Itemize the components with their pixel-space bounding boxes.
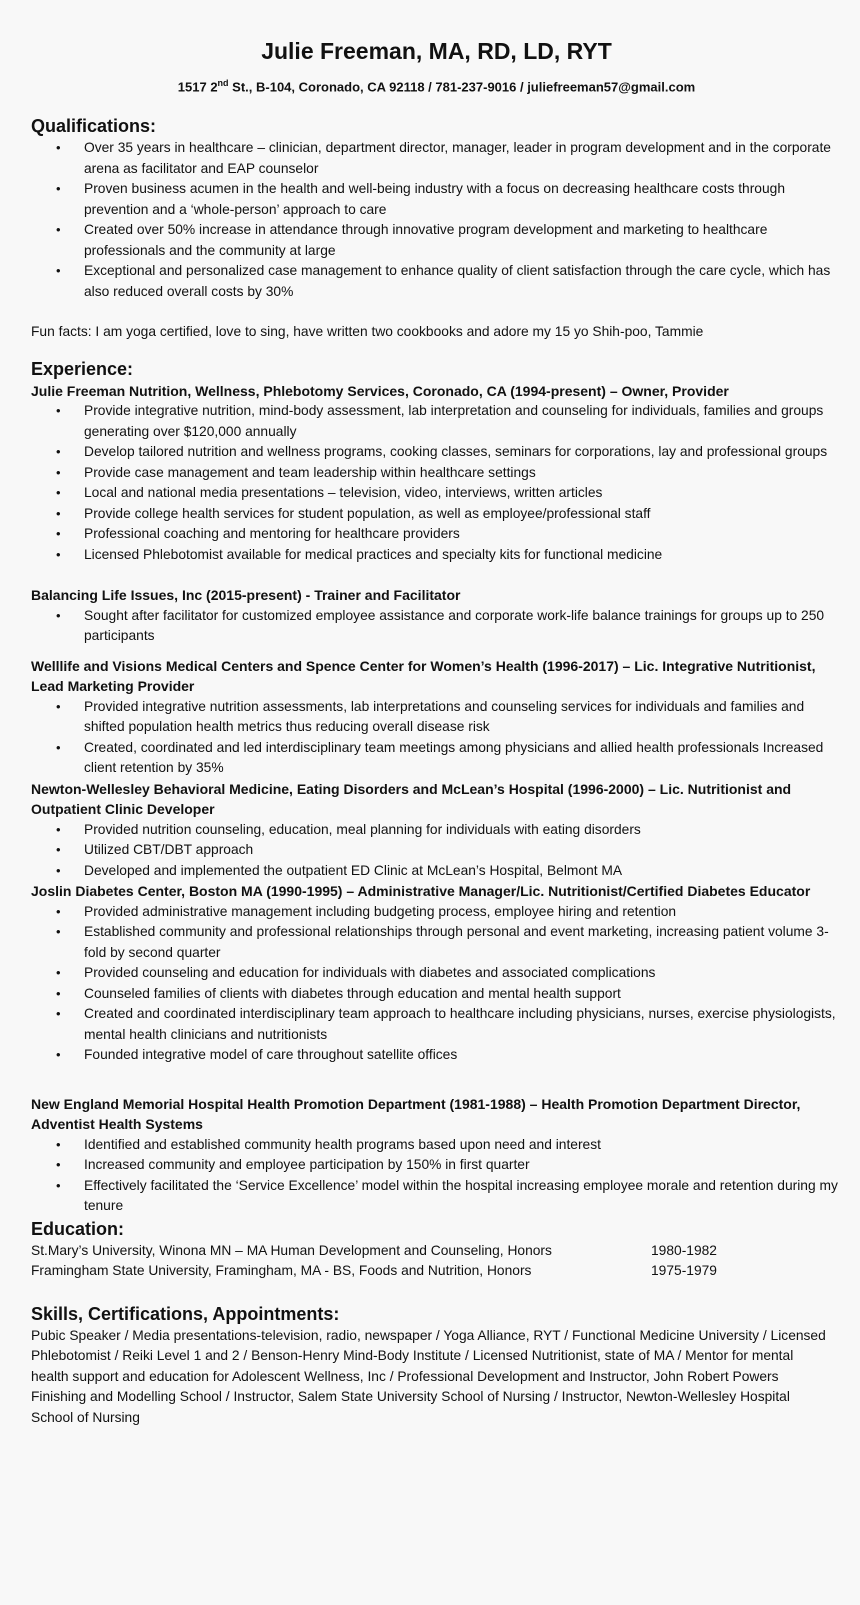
contact-address-post: St., B-104, Coronado, CA 92118 / 781-237-9016 / juliefreeman57@gmail.com (228, 79, 696, 95)
contact-address-pre: 1517 2 (177, 79, 218, 95)
list-item: • Increased community and employee participation by 150% in first quarter (31, 1155, 842, 1176)
contact-line (31, 74, 842, 96)
list-item: • Utilized CBT/DBT approach (31, 840, 842, 861)
education-degree: Framingham State University, Framingham, MA - BS, Foods and Nutrition, Honors (31, 1263, 532, 1279)
job-list (31, 902, 842, 1066)
experience-heading: Experience: (31, 358, 134, 379)
education-row (31, 1261, 842, 1282)
job-list (31, 820, 842, 882)
list-item: • Provided administrative management including budgeting process, employee hiring and retention (31, 902, 842, 923)
education-years: 1980-1982 (651, 1242, 717, 1258)
list-item: • Professional coaching and mentoring for healthcare providers (31, 524, 842, 545)
list-item: • Exceptional and personalized case management to enhance quality of client satisfaction through the care cycle, which has also reduced overall costs by 30% (31, 261, 842, 302)
job-list (31, 697, 842, 779)
job-title: Balancing Life Issues, Inc (2015-present) - Trainer and Facilitator (31, 587, 461, 604)
list-item: • Developed and implemented the outpatient ED Clinic at McLean’s Hospital, Belmont MA (31, 861, 842, 882)
list-item: • Provided integrative nutrition assessments, lab interpretations and counseling services for individuals and families and shifted population health metrics thus reducing overall disease risk (31, 697, 842, 738)
list-item: • Over 35 years in healthcare – clinician, department director, manager, leader in program development and in the corporate arena as facilitator and EAP counselor (31, 138, 842, 179)
education-heading: Education: (31, 1218, 124, 1239)
list-item: • Counseled families of clients with diabetes through education and mental health support (31, 984, 842, 1005)
skills-text: Pubic Speaker / Media presentations-television, radio, newspaper / Yoga Alliance, RYT / Functional Medicine University / Licensed Phlebotomist / Reiki Level 1 and 2 / Benson-Henry Mind-Body Institute / Licensed Nutritionist, state of MA / Mentor for mental health support and education for Adolescent Wellness, Inc / Professional Development and Instructor, John Robert Powers Finishing and Modelling School / Instructor, Salem State University School of Nursing / Instructor, Newton-Wellesley Hospital School of Nursing (31, 1327, 826, 1425)
list-item: • Provide case management and team leadership within healthcare settings (31, 463, 842, 484)
job-title: Welllife and Visions Medical Centers and Spence Center for Women’s Health (1996-2017) – Lic. Integrative Nutritionist, Lead Marketing Provider (31, 657, 816, 695)
list-item: • Identified and established community health programs based upon need and interest (31, 1135, 842, 1156)
list-item: • Licensed Phlebotomist available for medical practices and specialty kits for functional medicine (31, 545, 842, 566)
list-item: • Provided nutrition counseling, education, meal planning for individuals with eating disorders (31, 820, 842, 841)
list-item: • Established community and professional relationships through personal and event marketing, increasing patient volume 3-fold by second quarter (31, 922, 842, 963)
list-item: • Sought after facilitator for customized employee assistance and corporate work-life balance trainings for groups up to 250 participants (31, 606, 842, 647)
list-item: • Effectively facilitated the ‘Service Excellence’ model within the hospital increasing employee morale and retention during my tenure (31, 1176, 842, 1217)
list-item: • Created, coordinated and led interdisciplinary team meetings among physicians and allied health professionals Increased client retention by 35% (31, 738, 842, 779)
fun-facts: Fun facts: I am yoga certified, love to sing, have written two cookbooks and adore my 15 yo Shih-poo, Tammie (31, 324, 704, 340)
job-title: New England Memorial Hospital Health Promotion Department (1981-1988) – Health Promotion Department Director, Adventist Health Systems (31, 1095, 801, 1133)
list-item: • Created and coordinated interdisciplinary team approach to healthcare including physicians, nurses, exercise physiologists, mental health clinicians and nutritionists (31, 1004, 842, 1045)
list-item: • Provided counseling and education for individuals with diabetes and associated complications (31, 963, 842, 984)
job-title: Newton-Wellesley Behavioral Medicine, Eating Disorders and McLean’s Hospital (1996-2000) – Lic. Nutritionist and Outpatient Clinic Developer (31, 780, 792, 818)
job-list (31, 401, 842, 565)
list-item: • Develop tailored nutrition and wellness programs, cooking classes, seminars for corporations, lay and professional groups (31, 442, 842, 463)
education-row (31, 1241, 842, 1262)
skills-heading: Skills, Certifications, Appointments: (31, 1303, 340, 1324)
list-item: • Proven business acumen in the health and well-being industry with a focus on decreasing healthcare costs through prevention and a ‘whole-person’ approach to care (31, 179, 842, 220)
list-item: • Local and national media presentations – television, video, interviews, written articles (31, 483, 842, 504)
list-item: • Founded integrative model of care throughout satellite offices (31, 1045, 842, 1066)
list-item: • Provide college health services for student population, as well as employee/professional staff (31, 504, 842, 525)
resume-name: Julie Freeman, MA, RD, LD, RYT (261, 38, 612, 64)
list-item: • Provide integrative nutrition, mind-body assessment, lab interpretation and counseling for individuals, families and groups generating over $120,000 annually (31, 401, 842, 442)
qualifications-list (31, 138, 842, 302)
list-item: • Created over 50% increase in attendance through innovative program development and marketing to healthcare professionals and the community at large (31, 220, 842, 261)
education-degree: St.Mary’s University, Winona MN – MA Human Development and Counseling, Honors (31, 1242, 552, 1258)
contact-address-sup: nd (217, 78, 229, 88)
job-title: Julie Freeman Nutrition, Wellness, Phlebotomy Services, Coronado, CA (1994-present) – Owner, Provider (31, 382, 729, 399)
job-list (31, 606, 842, 647)
job-title: Joslin Diabetes Center, Boston MA (1990-1995) – Administrative Manager/Lic. Nutritionist/Certified Diabetes Educator (31, 883, 811, 900)
job-list (31, 1135, 842, 1217)
education-years: 1975-1979 (651, 1263, 717, 1279)
qualifications-heading: Qualifications: (31, 116, 157, 137)
